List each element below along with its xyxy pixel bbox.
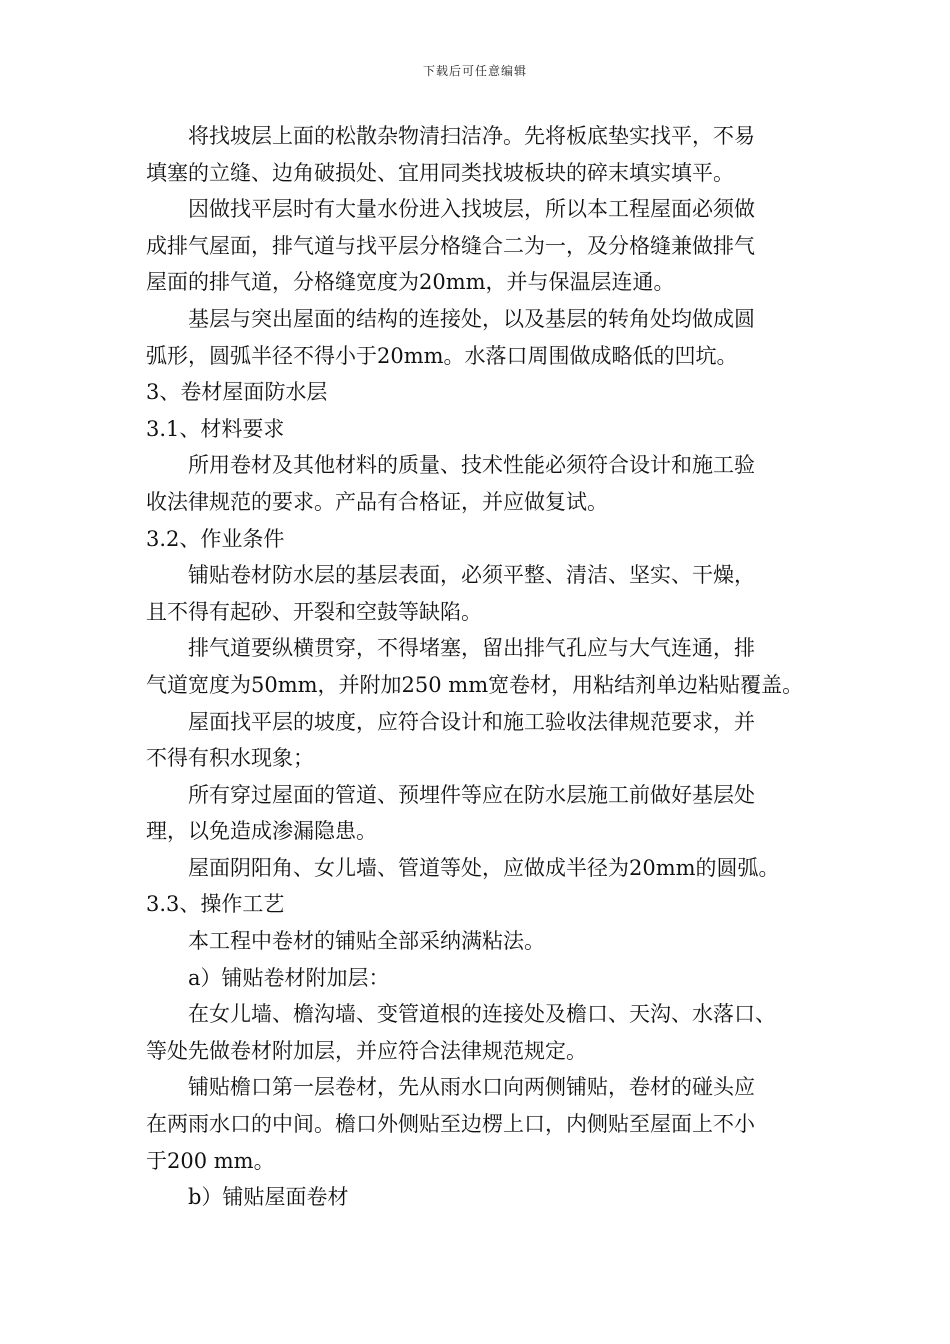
text-line: 排气道要纵横贯穿，不得堵塞，留出排气孔应与大气连通，排 <box>188 636 755 661</box>
text-line: 等处先做卷材附加层，并应符合法律规范规定。 <box>146 1038 587 1063</box>
text-line: 屋面阴阳角、女儿墙、管道等处，应做成半径为20mm的圆弧。 <box>188 855 780 880</box>
text-line: 基层与突出屋面的结构的连接处，以及基层的转角处均做成圆 <box>188 306 755 331</box>
text-line: 铺贴檐口第一层卷材，先从雨水口向两侧铺贴，卷材的碰头应 <box>188 1075 755 1100</box>
text-line: 所用卷材及其他材料的质量、技术性能必须符合设计和施工验 <box>188 453 755 478</box>
text-line: 弧形，圆弧半径不得小于20mm。水落口周围做成略低的凹坑。 <box>146 343 738 368</box>
text-line: 3、卷材屋面防水层 <box>146 380 328 405</box>
text-line: 且不得有起砂、开裂和空鼓等缺陷。 <box>146 599 482 624</box>
text-line: 理，以免造成渗漏隐患。 <box>146 819 377 844</box>
text-line: 3.2、作业条件 <box>146 526 285 551</box>
text-line: 成排气屋面，排气道与找平层分格缝合二为一，及分格缝兼做排气 <box>146 233 755 258</box>
text-line: 屋面找平层的坡度，应符合设计和施工验收法律规范要求，并 <box>188 709 755 734</box>
text-line: 不得有积水现象； <box>146 746 314 771</box>
text-line: 收法律规范的要求。产品有合格证，并应做复试。 <box>146 489 608 514</box>
text-line: 因做找平层时有大量水份进入找坡层，所以本工程屋面必须做 <box>188 197 755 222</box>
text-line: 所有穿过屋面的管道、预埋件等应在防水层施工前做好基层处 <box>188 782 755 807</box>
text-line: 填塞的立缝、边角破损处、宜用同类找坡板块的碎末填实填平。 <box>146 160 734 185</box>
text-line: 在两雨水口的中间。檐口外侧贴至边楞上口，内侧贴至屋面上不小 <box>146 1112 755 1137</box>
text-line: 3.3、操作工艺 <box>146 892 285 917</box>
text-line: 本工程中卷材的铺贴全部采纳满粘法。 <box>188 929 545 954</box>
text-line: 屋面的排气道，分格缝宽度为20mm，并与保温层连通。 <box>146 270 675 295</box>
text-line: 将找坡层上面的松散杂物清扫洁净。先将板底垫实找平，不易 <box>188 124 755 148</box>
text-line: 在女儿墙、檐沟墙、变管道根的连接处及檐口、天沟、水落口、 <box>188 1002 776 1027</box>
page-header: 下载后可任意编辑 <box>422 64 527 78</box>
text-line: 铺贴卷材防水层的基层表面，必须平整、清洁、坚实、干燥， <box>188 563 755 588</box>
body-text <box>146 118 812 1216</box>
text-line: 于200 mm。 <box>146 1148 275 1173</box>
text-line: b）铺贴屋面卷材 <box>188 1185 349 1210</box>
text-line: 3.1、材料要求 <box>146 416 285 441</box>
text-line: a）铺贴卷材附加层： <box>188 965 390 990</box>
text-line: 气道宽度为50mm，并附加250 mm宽卷材，用粘结剂单边粘贴覆盖。 <box>146 672 804 697</box>
